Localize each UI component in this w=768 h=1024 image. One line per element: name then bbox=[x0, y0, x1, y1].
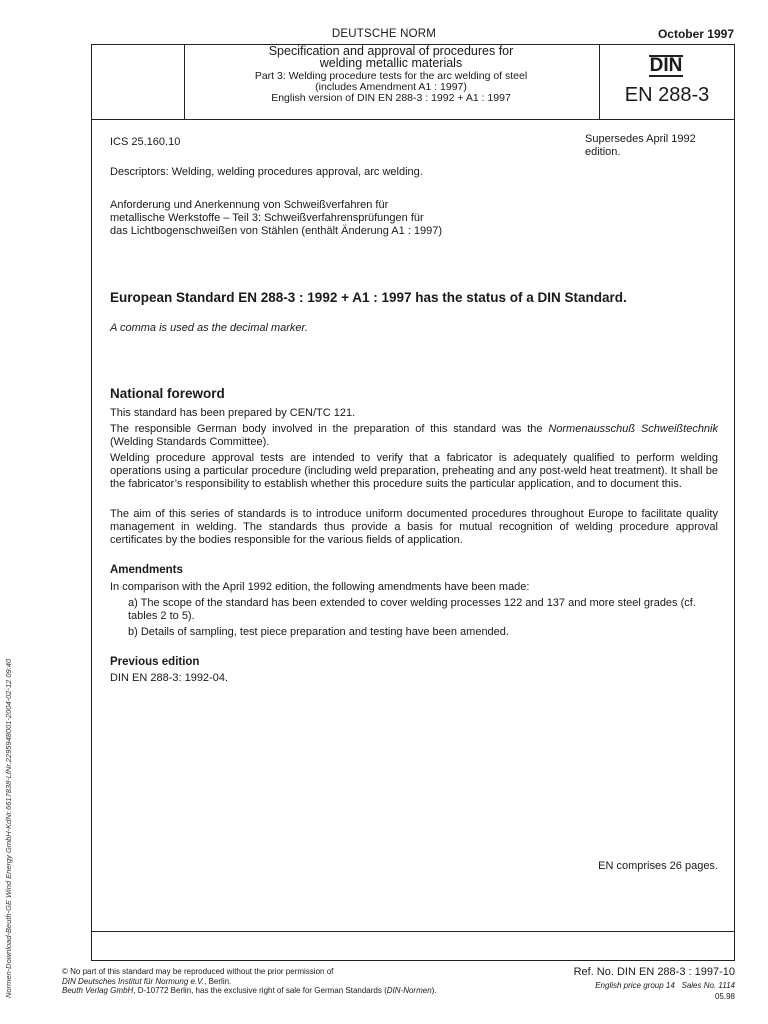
document-type-label: DEUTSCHE NORM bbox=[331, 28, 437, 40]
copyright-line-2-rest: , Berlin. bbox=[204, 976, 232, 986]
foreword-paragraph-2 bbox=[110, 423, 718, 449]
din-logo bbox=[645, 55, 687, 79]
footer-top-rule bbox=[92, 931, 734, 932]
english-version-line: English version of DIN EN 288-3 : 1992 + A1 : 1997 bbox=[271, 92, 511, 104]
amendments-heading: Amendments bbox=[110, 564, 183, 576]
amendments-intro: In comparison with the April 1992 edition, the following amendments have been made: bbox=[110, 581, 530, 593]
publisher-name: Beuth Verlag GmbH bbox=[62, 986, 134, 995]
page-frame bbox=[91, 44, 735, 961]
amendment-text: Details of sampling, test piece preparation and testing have been amended. bbox=[140, 626, 509, 638]
title-right-divider bbox=[599, 45, 600, 120]
page-count-note: EN comprises 26 pages. bbox=[598, 860, 718, 872]
german-title-line-2: metallische Werkstoffe – Teil 3: Schweißverfahrensprüfungen für bbox=[110, 212, 424, 224]
title-bottom-rule bbox=[92, 119, 734, 120]
previous-edition-heading: Previous edition bbox=[110, 656, 200, 668]
ics-code: ICS 25.160.10 bbox=[110, 136, 181, 148]
foreword-paragraph-1: This standard has been prepared by CEN/TC 121. bbox=[110, 407, 356, 419]
price-info bbox=[595, 981, 735, 990]
german-title-line-1: Anforderung und Anerkennung von Schweißverfahren für bbox=[110, 199, 389, 211]
previous-edition-text: DIN EN 288-3: 1992-04. bbox=[110, 672, 229, 684]
part-title-line-1: Part 3: Welding procedure tests for the arc welding of steel bbox=[254, 70, 528, 82]
part-title-line-2: (includes Amendment A1 : 1997) bbox=[315, 81, 467, 93]
descriptors: Descriptors: Welding, welding procedures approval, arc welding. bbox=[110, 166, 423, 178]
amendment-marker: a) bbox=[128, 597, 138, 609]
foreword-p2-text-b: (Welding Standards Committee). bbox=[110, 436, 270, 448]
copyright-line-3-rest: , D-10772 Berlin, has the exclusive right of sale for German Standards ( bbox=[133, 986, 387, 995]
european-standard-status: European Standard EN 288-3 : 1992 + A1 : 1997 has the status of a DIN Standard. bbox=[110, 290, 627, 305]
download-stamp: Normen-Download-Beuth-GE Wind Energy GmbH-KdNr.6617838-LfNr.2295948001-2004-02-12 09:40 bbox=[4, 658, 13, 998]
copyright-line-2 bbox=[62, 977, 522, 987]
foreword-p2-text-a: The responsible German body involved in the preparation of this standard was the bbox=[110, 423, 549, 435]
german-title-line-3: das Lichtbogenschweißen von Stählen (enthält Änderung A1 : 1997) bbox=[110, 225, 443, 237]
sales-number: Sales No. 1114 bbox=[681, 981, 735, 990]
committee-name: Normenausschuß Schweißtechnik bbox=[548, 423, 718, 435]
amendment-marker: b) bbox=[128, 626, 138, 638]
german-title bbox=[110, 199, 570, 238]
amendment-item-a bbox=[128, 597, 718, 623]
title-line-1: Specification and approval of procedures for bbox=[268, 44, 514, 58]
copyright-line-1: © No part of this standard may be reproduced without the prior permission of bbox=[62, 967, 334, 976]
foreword-paragraph-4: The aim of this series of standards is to introduce uniform documented procedures throughout Europe to facilitate quality management in welding. The standards thus provide a basis for mutual recognition of welding procedure approval certificates by the bodies responsible for the various fields of application. bbox=[110, 508, 718, 546]
amendment-text: The scope of the standard has been extended to cover welding processes 122 and 137 and more steel grades (cf. tables 2 to 5). bbox=[128, 597, 696, 622]
din-logo-text: DIN bbox=[649, 55, 683, 76]
standard-number: EN 288-3 bbox=[624, 84, 710, 106]
din-institute-name: DIN Deutsches Institut für Normung e.V. bbox=[62, 976, 205, 986]
print-code: 05.98 bbox=[714, 992, 735, 1001]
copyright-line-3-end: ). bbox=[431, 986, 437, 995]
copyright-line-3 bbox=[62, 986, 522, 996]
amendment-item-b bbox=[128, 626, 718, 639]
din-normen-term: DIN-Normen bbox=[386, 986, 432, 995]
foreword-paragraph-3: Welding procedure approval tests are intended to verify that a fabricator is adequately qualified to perform welding operations using a particular procedure (including weld preparation, preheating and any post-weld heat treatment). It shall be the fabricator’s responsibility to establish whether this procedure suits the particular application, and to document this. bbox=[110, 452, 718, 490]
decimal-marker-note: A comma is used as the decimal marker. bbox=[110, 322, 308, 334]
supersedes-line-2: edition. bbox=[585, 146, 621, 158]
supersedes-note bbox=[585, 133, 725, 159]
reference-number: Ref. No. DIN EN 288-3 : 1997-10 bbox=[573, 966, 735, 978]
publication-date: October 1997 bbox=[657, 27, 734, 41]
title-line-2: welding metallic materials bbox=[319, 55, 463, 70]
copyright-notice bbox=[62, 967, 522, 996]
price-group: English price group 14 bbox=[595, 981, 675, 990]
document-title bbox=[184, 46, 598, 104]
supersedes-line-1: Supersedes April 1992 bbox=[585, 133, 696, 145]
national-foreword-heading: National foreword bbox=[110, 386, 225, 401]
